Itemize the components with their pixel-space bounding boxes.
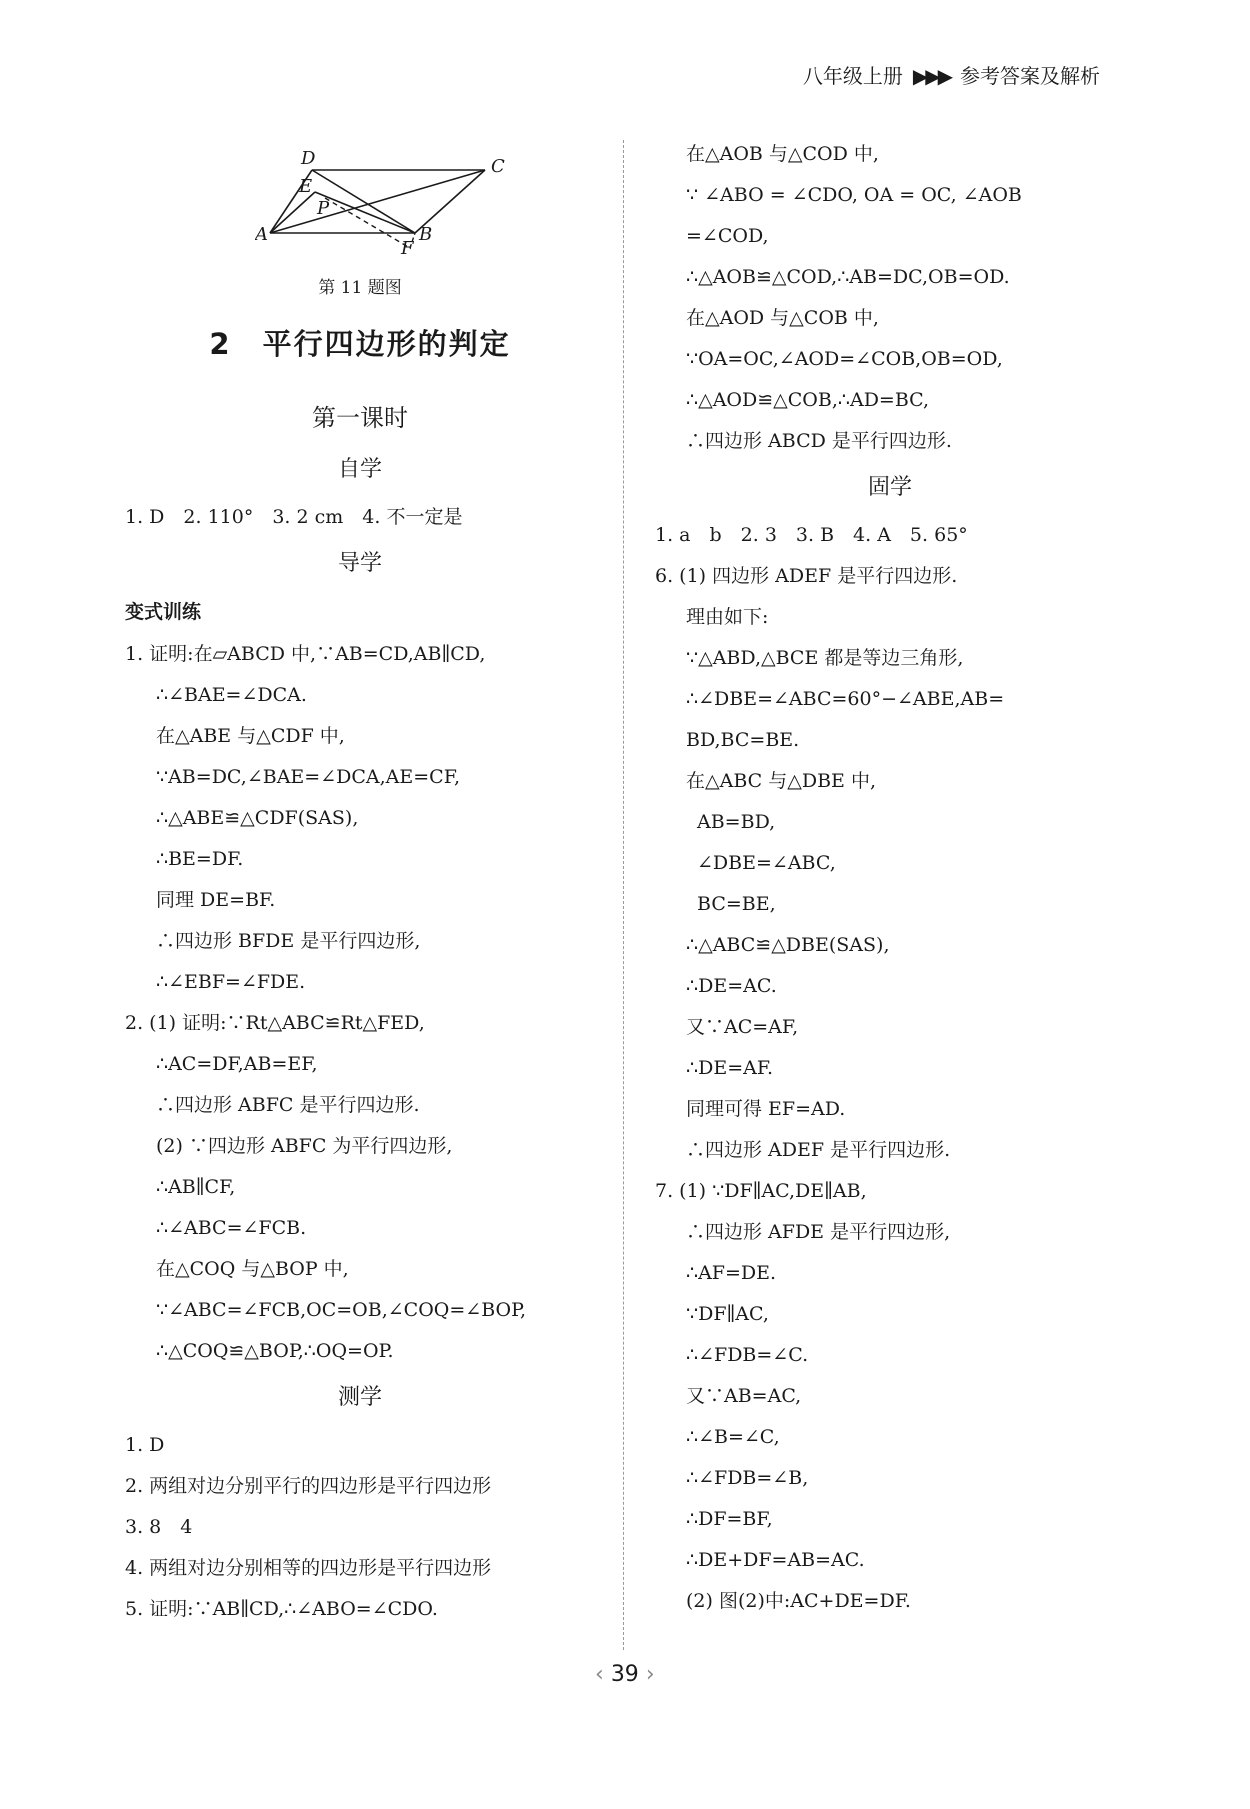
answer-line: 在△ABE 与△CDF 中,	[156, 725, 345, 747]
guxue-line: ∴四边形 ADEF 是平行四边形.	[686, 1139, 951, 1161]
header-arrows-icon: ▶▶▶	[912, 64, 950, 88]
answer-line: ∴∠ABC=∠FCB.	[156, 1217, 307, 1239]
guxue-line: 理由如下:	[686, 606, 769, 628]
chevron-left-icon: ‹	[595, 1662, 604, 1687]
answer-line: ∴△COQ≌△BOP,∴OQ=OP.	[156, 1340, 394, 1362]
guxue-line: ∴DE=AC.	[686, 975, 777, 997]
guxue-line: ∴DE+DF=AB=AC.	[686, 1549, 865, 1571]
guxue-line: BD,BC=BE.	[686, 729, 800, 751]
guxue-line: ∴AF=DE.	[686, 1262, 777, 1284]
guxue-line: ∴∠B=∠C,	[686, 1426, 780, 1448]
answer-line: ∴AC=DF,AB=EF,	[156, 1053, 318, 1075]
guxue-line: 在△ABC 与△DBE 中,	[686, 770, 876, 792]
guxue-line: 1. a b 2. 3 3. B 4. A 5. 65°	[655, 524, 968, 546]
answer-line: (2) ∵四边形 ABFC 为平行四边形,	[156, 1135, 453, 1157]
answer-line: 在△AOD 与△COB 中,	[686, 307, 879, 329]
guxue-line: AB=BD,	[697, 811, 776, 833]
cexue-line: 5. 证明:∵AB∥CD,∴∠ABO=∠CDO.	[125, 1598, 438, 1620]
answer-line: 在△AOB 与△COD 中,	[686, 143, 879, 165]
guxue-line: ∴∠DBE=∠ABC=60°−∠ABE,AB=	[686, 688, 1005, 710]
guxue-line: 又∵AC=AF,	[686, 1016, 799, 1038]
guxue-line: 6. (1) 四边形 ADEF 是平行四边形.	[655, 565, 958, 587]
answer-line: ∴∠BAE=∠DCA.	[156, 684, 307, 706]
page-number-value: 39	[610, 1662, 639, 1687]
figure-caption: 第 11 题图	[318, 278, 402, 298]
cexue-line: 4. 两组对边分别相等的四边形是平行四边形	[125, 1557, 492, 1579]
header-grade: 八年级上册	[802, 64, 903, 88]
cexue-line: 2. 两组对边分别平行的四边形是平行四边形	[125, 1475, 492, 1497]
answer-line: ∵AB=DC,∠BAE=∠DCA,AE=CF,	[156, 766, 460, 788]
geometry-figure	[255, 148, 505, 258]
answer-line: ∴四边形 BFDE 是平行四边形,	[156, 930, 421, 952]
answer-line: ∵ ∠ABO = ∠CDO, OA = OC, ∠AOB	[686, 184, 1022, 206]
heading-zixue: 自学	[337, 457, 382, 482]
answer-line: ∴四边形 ABFC 是平行四边形.	[156, 1094, 420, 1116]
guxue-line: ∵DF∥AC,	[686, 1303, 769, 1325]
guxue-line: ∴△ABC≌△DBE(SAS),	[686, 934, 890, 956]
answer-line: ∴△AOD≌△COB,∴AD=BC,	[686, 389, 930, 411]
answer-line: ∴△AOB≌△COD,∴AB=DC,OB=OD.	[686, 266, 1010, 288]
answer-line: ∴四边形 ABCD 是平行四边形.	[686, 430, 952, 452]
column-divider	[623, 140, 624, 1650]
guxue-line: ∴∠FDB=∠B,	[686, 1467, 809, 1489]
guxue-line: ∴∠FDB=∠C.	[686, 1344, 809, 1366]
guxue-line: 7. (1) ∵DF∥AC,DE∥AB,	[655, 1180, 867, 1202]
figure-label-b: B	[419, 224, 433, 245]
answer-line: 在△COQ 与△BOP 中,	[156, 1258, 349, 1280]
answer-line: 1. 证明:在▱ABCD 中,∵AB=CD,AB∥CD,	[125, 643, 486, 665]
page-header	[803, 60, 1100, 89]
answer-line: ∴AB∥CF,	[156, 1176, 236, 1198]
cexue-line: 1. D	[125, 1434, 165, 1456]
answer-line: ∵∠ABC=∠FCB,OC=OB,∠COQ=∠BOP,	[156, 1299, 527, 1321]
answer-line: ∴∠EBF=∠FDE.	[156, 971, 306, 993]
answer-line: 2. (1) 证明:∵Rt△ABC≌Rt△FED,	[125, 1012, 425, 1034]
guxue-line: BC=BE,	[697, 893, 776, 915]
guxue-line: ∴DF=BF,	[686, 1508, 773, 1530]
answer-line: ∴BE=DF.	[156, 848, 244, 870]
figure-label-p: P	[317, 198, 330, 219]
answer-line: 同理 DE=BF.	[156, 889, 276, 911]
cexue-line: 3. 8 4	[125, 1516, 193, 1538]
figure-label-a: A	[255, 224, 268, 245]
figure-label-d: D	[301, 148, 316, 169]
zixue-answers: 1. D 2. 110° 3. 2 cm 4. 不一定是	[125, 506, 463, 528]
guxue-line: 同理可得 EF=AD.	[686, 1098, 846, 1120]
guxue-line: 又∵AB=AC,	[686, 1385, 802, 1407]
guxue-line: ∴四边形 AFDE 是平行四边形,	[686, 1221, 951, 1243]
guxue-line: ∴DE=AF.	[686, 1057, 774, 1079]
figure-label-c: C	[491, 156, 505, 177]
page-number	[595, 1662, 655, 1687]
guxue-line: (2) 图(2)中:AC+DE=DF.	[686, 1590, 911, 1612]
guxue-line: ∵△ABD,△BCE 都是等边三角形,	[686, 647, 964, 669]
chevron-right-icon: ›	[645, 1662, 655, 1687]
heading-guxue: 固学	[867, 475, 912, 500]
section-title: 2 平行四边形的判定	[209, 327, 511, 361]
heading-daoxue: 导学	[337, 551, 382, 576]
answer-line: =∠COD,	[686, 225, 769, 247]
heading-bianshi: 变式训练	[125, 601, 202, 623]
figure-label-f: F	[401, 238, 414, 258]
answer-line: ∵OA=OC,∠AOD=∠COB,OB=OD,	[686, 348, 1003, 370]
guxue-line: ∠DBE=∠ABC,	[697, 852, 836, 874]
answer-line: ∴△ABE≌△CDF(SAS),	[156, 807, 359, 829]
heading-cexue: 测学	[337, 1385, 382, 1410]
lesson-title: 第一课时	[312, 404, 408, 432]
header-title: 参考答案及解析	[960, 64, 1100, 88]
figure-label-e: E	[299, 176, 313, 197]
